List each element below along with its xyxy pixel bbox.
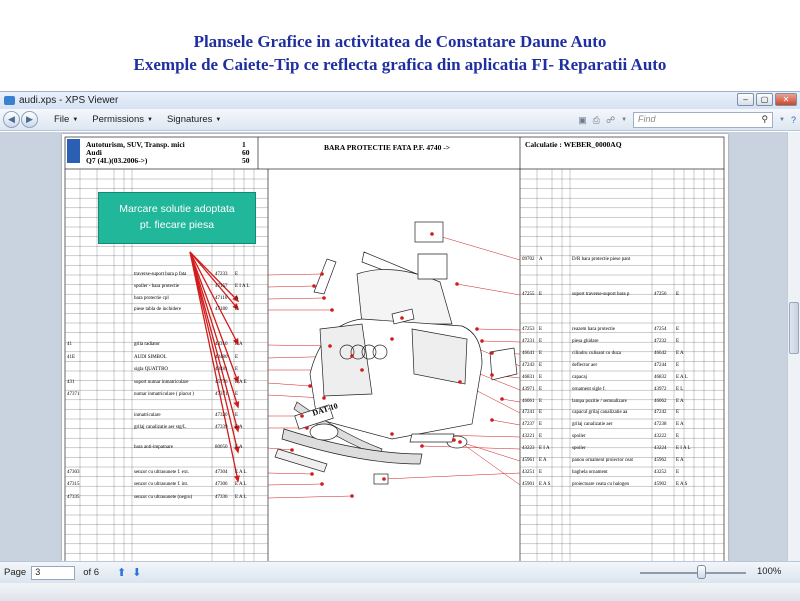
left-row-part-code: 43480	[215, 355, 228, 360]
right-row-flags-2: E A L	[676, 375, 688, 380]
left-row-part-name: AUDI SIMBOL	[134, 355, 167, 360]
part-marker-dot	[322, 296, 326, 300]
left-row-part-name: grila radiator	[134, 342, 160, 347]
right-row-part-name: spoiler	[572, 446, 586, 451]
right-row-flag: E A	[539, 458, 547, 463]
part-marker-dot	[320, 272, 324, 276]
part-marker-dot	[390, 432, 394, 436]
right-row-flag: E	[539, 375, 543, 380]
page-label: Page	[4, 567, 27, 578]
left-row-part-name: suport numar inmatriculare	[134, 380, 189, 385]
right-row-flags-2: E I A L	[676, 446, 691, 451]
callout-line1: Marcare solutie adoptata	[119, 203, 235, 215]
right-row-flag: E	[539, 363, 543, 368]
menu-file[interactable]	[54, 114, 78, 125]
right-row-flags-2: E A	[676, 399, 684, 404]
slide-title-line1: Plansele Grafice in activitatea de Constatare Daune Auto	[193, 32, 607, 51]
part-marker-dot	[310, 472, 314, 476]
part-marker-dot	[382, 477, 386, 481]
left-row-flags: E	[235, 367, 239, 372]
maximize-button[interactable]: ▢	[756, 93, 773, 106]
leader-line	[268, 484, 322, 485]
right-row-part-code-2: 47244	[654, 363, 667, 368]
right-row-part-name: capacul grilaj canalizatie aa	[572, 410, 628, 415]
left-row-flags: A	[235, 296, 239, 301]
right-row-part-code: 47231	[522, 339, 535, 344]
right-row-part-code-2: 47254	[654, 327, 667, 332]
leader-line	[422, 446, 520, 449]
calc-logo	[67, 139, 80, 163]
solution-callout	[98, 192, 256, 244]
left-row-flags: E	[235, 307, 239, 312]
previous-page-button[interactable]: ⬆	[117, 567, 127, 579]
slide-title-line2: Exemple de Caiete-Tip ce reflecta grafica din aplicatia FI- Reparatii Auto	[133, 55, 667, 74]
right-row-part-code: 45901	[522, 482, 535, 487]
close-button[interactable]: ✕	[775, 93, 797, 106]
part-marker-dot	[290, 448, 294, 452]
slide-title	[0, 30, 800, 76]
right-row-part-name: deflector aer	[572, 363, 598, 368]
right-row-part-code-2: 47242	[654, 410, 667, 415]
left-row-part-code: 43310	[215, 342, 228, 347]
right-row-part-name: D/R bara protectie piese pant	[572, 257, 631, 262]
left-row-number: 41	[67, 342, 72, 347]
window-titlebar[interactable]	[0, 92, 800, 109]
right-row-flag: E	[539, 434, 543, 439]
part-marker-dot	[312, 284, 316, 288]
right-row-flags-2: E L	[676, 387, 684, 392]
chevron-down-icon[interactable]: ▼	[779, 117, 785, 123]
left-row-flags: E	[235, 392, 239, 397]
search-icon[interactable]: ⚲	[761, 114, 769, 124]
bumper-bracket-left	[314, 259, 336, 294]
right-row-flag: E	[539, 410, 543, 415]
part-marker-dot	[322, 396, 326, 400]
right-row-part-code-2: 43252	[654, 470, 667, 475]
leader-line	[268, 383, 310, 386]
left-row-part-name: numar inmatriculare ( placut )	[134, 392, 194, 397]
section-title: BARA PROTECTIE FATA P.F. 4740 ->	[324, 143, 451, 152]
left-row-part-code: 47371	[215, 392, 228, 397]
part-marker-dot	[320, 482, 324, 486]
print-icon[interactable]: ⎙	[592, 114, 600, 125]
window-title: audi.xps - XPS Viewer	[19, 95, 119, 106]
right-row-flags-2: E	[676, 292, 680, 297]
leader-line	[268, 286, 314, 287]
left-row-flags: E	[235, 355, 239, 360]
arrowhead	[235, 476, 239, 481]
right-row-part-name: lampa pozitie / semnalizare	[572, 399, 627, 404]
leader-line	[492, 420, 520, 425]
back-button[interactable]: ◀	[3, 111, 20, 128]
taskbar-strip	[0, 583, 800, 601]
next-page-button[interactable]: ⬇	[132, 567, 142, 579]
right-row-part-code-2: 47256	[654, 292, 667, 297]
save-icon[interactable]: ▣	[578, 114, 587, 125]
left-row-flags: E A E	[235, 380, 247, 385]
part-marker-dot	[455, 282, 459, 286]
left-row-flags: E A L	[235, 482, 247, 487]
right-row-flags-2: E A	[676, 458, 684, 463]
right-row-part-name: ornament sigle f.	[572, 387, 606, 392]
leader-line	[477, 329, 520, 330]
menu-permissions-label: Permissions	[92, 114, 145, 125]
left-row-number: 47315	[67, 482, 80, 487]
right-row-part-name: spoiler	[572, 434, 586, 439]
view-options-icon[interactable]: ☍	[605, 114, 616, 125]
help-icon[interactable]: ?	[790, 115, 796, 125]
menu-signatures[interactable]	[167, 114, 221, 125]
part-marker-dot	[330, 308, 334, 312]
left-row-number: 431	[67, 380, 75, 385]
left-row-number: 47335	[67, 495, 80, 500]
chevron-down-icon[interactable]: ▼	[621, 117, 628, 123]
leader-line	[268, 473, 312, 474]
part-marker-dot	[490, 373, 494, 377]
leader-line	[460, 442, 520, 485]
diagram-legend-box	[415, 222, 443, 242]
right-row-flag: E	[539, 339, 543, 344]
page-count: of 6	[83, 567, 100, 578]
header-code-2: 60	[242, 148, 250, 157]
zoom-slider-thumb[interactable]	[697, 565, 706, 579]
right-row-part-code-2: 43224	[654, 446, 667, 451]
left-row-part-code: 47320	[215, 413, 228, 418]
solution-marker-arrow	[190, 252, 238, 382]
right-row-flag: E	[539, 292, 543, 297]
right-row-part-code: 43223	[522, 446, 535, 451]
right-row-flags-2: E	[676, 327, 680, 332]
right-row-flags-2: E	[676, 410, 680, 415]
right-row-flags-2: E	[676, 363, 680, 368]
left-row-flags: E	[235, 272, 239, 277]
left-row-part-code: 47336	[215, 495, 228, 500]
right-row-flag: E	[539, 351, 543, 356]
right-row-flag: E	[539, 327, 543, 332]
leader-line	[268, 274, 322, 275]
left-row-part-code: 47304	[215, 470, 228, 475]
left-row-flags: E I A L	[235, 284, 250, 289]
right-row-flag: E I A	[539, 446, 550, 451]
impact-absorber	[275, 449, 327, 472]
zoom-slider-track[interactable]	[640, 572, 746, 574]
leader-line	[384, 473, 520, 479]
left-row-part-name: spoiler - bara protectie	[134, 284, 180, 289]
right-row-part-code-2: 43222	[654, 434, 667, 439]
left-row-part-name: traverse-suport bara p fata	[134, 272, 187, 277]
right-row-part-name: piesa ghidare	[572, 339, 599, 344]
left-row-part-name: senzor cu ultrasunete f. ext.	[134, 470, 189, 475]
right-row-flags-2: E	[676, 434, 680, 439]
right-row-part-name: reazem bara protectie	[572, 327, 616, 332]
header-code-1: 1	[242, 140, 246, 149]
right-row-part-code: 09702	[522, 257, 535, 262]
clip-piece	[418, 254, 447, 279]
lower-grille	[410, 434, 454, 442]
right-row-part-name: cilindru culisant cu duza	[572, 351, 622, 356]
solution-marker-arrow	[190, 252, 238, 452]
fog-lamp-left	[310, 424, 338, 440]
left-row-part-name: bara protectie cpl	[134, 296, 169, 301]
left-row-flags: E A	[235, 342, 243, 347]
left-row-flags: E A	[235, 425, 243, 430]
menu-file-label: File	[54, 114, 70, 125]
right-row-part-code: 46831	[522, 375, 535, 380]
solution-marker-arrow	[190, 252, 238, 431]
chevron-down-icon: ▼	[147, 116, 153, 123]
right-row-part-code: 46061	[522, 399, 535, 404]
right-row-part-code-2: 45962	[654, 458, 667, 463]
forward-button[interactable]: ▶	[21, 111, 38, 128]
part-marker-dot	[458, 380, 462, 384]
vehicle-type: Autoturism, SUV, Transp. mici	[86, 140, 185, 149]
leader-line	[482, 341, 520, 342]
vertical-scrollbar[interactable]	[787, 132, 800, 561]
part-marker-dot	[390, 337, 394, 341]
left-row-part-code: 47233	[215, 272, 228, 277]
left-row-part-code: 45776	[215, 380, 228, 385]
xps-viewer-window	[0, 91, 800, 600]
chevron-down-icon: ▼	[72, 116, 79, 123]
menu-signatures-label: Signatures	[166, 114, 213, 125]
minimize-button[interactable]: –	[737, 93, 754, 106]
right-row-part-name: baghela ornament	[572, 470, 608, 475]
left-row-flags: E A L	[235, 495, 247, 500]
left-row-part-name: grilaj canalizatie aer stg/L	[134, 425, 187, 430]
left-row-number: 41E	[67, 355, 76, 360]
part-marker-dot	[475, 327, 479, 331]
zoom-level: 100%	[757, 566, 782, 577]
left-row-part-code: 47110	[215, 296, 228, 301]
calculation-id: Calculatie : WEBER_0000AQ	[525, 140, 622, 149]
menu-permissions[interactable]	[92, 114, 153, 125]
left-row-flags: E A L	[235, 470, 247, 475]
document-viewport[interactable]	[0, 132, 800, 561]
right-row-part-code: 47237	[522, 422, 535, 427]
left-row-flags: E	[235, 413, 239, 418]
right-row-part-code: 47243	[522, 363, 535, 368]
left-row-part-name: senzor cu ultrasunete (negru)	[134, 495, 193, 500]
left-row-number: 47371	[67, 392, 80, 397]
right-row-part-code-2: 45902	[654, 482, 667, 487]
toolbar	[0, 109, 800, 131]
part-marker-dot	[490, 418, 494, 422]
part-marker-dot	[480, 339, 484, 343]
leader-line	[268, 298, 324, 299]
document-page	[62, 134, 728, 561]
right-row-part-code: 46641	[522, 351, 535, 356]
left-row-flags: E A	[235, 445, 243, 450]
right-row-part-code: 47253	[522, 327, 535, 332]
part-marker-dot	[500, 397, 504, 401]
find-input[interactable]	[633, 112, 773, 128]
part-marker-dot	[452, 438, 456, 442]
left-row-part-code: 47339	[215, 425, 228, 430]
left-row-part-name: piese tabla de inchidere	[134, 307, 182, 312]
left-row-part-name: inmatriculare	[134, 413, 161, 418]
leader-line	[502, 399, 520, 402]
right-row-flags-2: E A	[676, 351, 684, 356]
right-row-part-code-2: 46832	[654, 375, 667, 380]
right-row-part-code-2: 47232	[654, 339, 667, 344]
right-row-part-code-2: 46642	[654, 351, 667, 356]
right-row-part-name: capacaj	[572, 375, 587, 380]
left-row-part-code: 43481	[215, 367, 228, 372]
part-marker-dot	[458, 440, 462, 444]
solution-marker-arrow	[190, 252, 238, 481]
callout-line2: pt. fiecare piesa	[139, 219, 215, 231]
right-row-part-name: grilaj canalizatie aer	[572, 422, 613, 427]
right-row-flag: E	[539, 387, 543, 392]
right-row-part-code: 45961	[522, 458, 535, 463]
left-row-part-name: senzor cu ultrasunete f. int.	[134, 482, 189, 487]
status-bar	[0, 561, 800, 583]
left-row-part-name: sigla QUATTRO	[134, 367, 169, 372]
arrowhead	[235, 402, 239, 407]
part-marker-dot	[350, 494, 354, 498]
left-row-part-code: 47157	[215, 284, 228, 289]
header-code-3: 50	[242, 156, 250, 165]
right-row-flag: E	[539, 399, 543, 404]
license-plate-text: DAT-10	[311, 401, 339, 418]
part-marker-dot	[400, 316, 404, 320]
fog-lamp-bezel	[374, 474, 388, 484]
right-row-flag: A	[539, 257, 543, 262]
part-marker-dot	[300, 414, 304, 418]
part-marker-dot	[420, 444, 424, 448]
right-row-flag: E A S	[539, 482, 551, 487]
left-row-part-name: bara anti-impatnare	[134, 445, 174, 450]
right-row-part-code-2: 43972	[654, 387, 667, 392]
right-row-part-code: 43251	[522, 470, 535, 475]
right-row-flag: E	[539, 422, 543, 427]
right-row-part-code: 43971	[522, 387, 535, 392]
right-row-part-code-2: 47238	[654, 422, 667, 427]
right-row-part-name: suport traverse-suport bara p	[572, 292, 630, 297]
find-placeholder: Find	[638, 114, 656, 124]
right-row-flags-2: E A S	[676, 482, 688, 487]
vehicle-make: Audi	[86, 148, 102, 157]
chevron-down-icon: ▼	[215, 116, 222, 123]
leader-line	[457, 284, 520, 295]
xps-app-icon	[4, 96, 15, 105]
left-row-part-code: 47180	[215, 307, 228, 312]
vertical-scroll-thumb[interactable]	[789, 302, 799, 354]
page-number-input[interactable]: 3	[31, 566, 75, 580]
part-marker-dot	[490, 351, 494, 355]
leader-line	[268, 496, 352, 498]
part-marker-dot	[360, 368, 364, 372]
right-row-flag: E	[539, 470, 543, 475]
left-row-part-code: 80050	[215, 445, 228, 450]
right-row-flags-2: E A	[676, 422, 684, 427]
right-row-part-code: 47241	[522, 410, 535, 415]
left-row-part-code: 47306	[215, 482, 228, 487]
right-side-piece	[490, 348, 517, 380]
right-row-part-code-2: 46062	[654, 399, 667, 404]
right-row-part-code: 43221	[522, 434, 535, 439]
left-row-number: 47303	[67, 470, 80, 475]
right-row-part-name: panou ornament proiector ceat	[572, 458, 633, 463]
right-row-flags-2: E	[676, 339, 680, 344]
part-marker-dot	[305, 426, 309, 430]
right-row-flags-2: E	[676, 470, 680, 475]
right-row-part-code: 47255	[522, 292, 535, 297]
part-marker-dot	[350, 354, 354, 358]
vehicle-model: Q7 (4L)(03.2006->)	[86, 156, 148, 165]
part-marker-dot	[430, 232, 434, 236]
part-marker-dot	[328, 344, 332, 348]
right-row-part-name: proiectoare ceata cu halogen	[572, 482, 630, 487]
part-marker-dot	[308, 384, 312, 388]
bumper-exploded-diagram	[275, 222, 517, 484]
